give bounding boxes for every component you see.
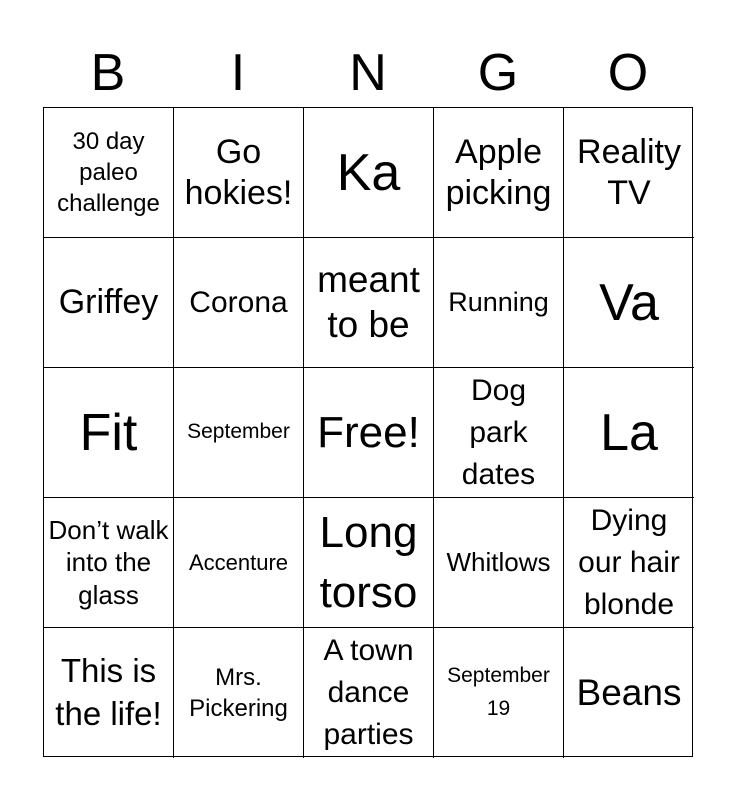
bingo-cell[interactable] bbox=[304, 498, 434, 628]
header-letter-b: B bbox=[90, 44, 126, 102]
cell-text: 30 day paleo challenge bbox=[57, 127, 160, 218]
header-letter-n: N bbox=[349, 44, 387, 102]
bingo-cell[interactable] bbox=[174, 238, 304, 368]
bingo-cell[interactable] bbox=[174, 368, 304, 498]
cell-text: Free! bbox=[317, 407, 420, 457]
header-letter-g: G bbox=[477, 44, 519, 102]
bingo-board bbox=[43, 107, 693, 757]
cell-text: Dying our hair blonde bbox=[578, 503, 680, 621]
bingo-cell[interactable] bbox=[434, 498, 564, 628]
cell-text: Accenture bbox=[188, 549, 289, 575]
cell-text: Ka bbox=[336, 143, 401, 202]
cell-text: Mrs. Pickering bbox=[189, 663, 288, 722]
cell-text: Apple picking bbox=[445, 132, 552, 212]
bingo-cell[interactable] bbox=[434, 108, 564, 238]
bingo-cell[interactable] bbox=[564, 368, 694, 498]
bingo-cell[interactable] bbox=[434, 628, 564, 758]
cell-text: Fit bbox=[79, 403, 138, 462]
cell-text: This is the life! bbox=[55, 652, 162, 732]
bingo-cell[interactable] bbox=[174, 108, 304, 238]
cell-text: Griffey bbox=[58, 283, 159, 322]
cell-text: A town dance parties bbox=[323, 634, 414, 751]
bingo-cell[interactable] bbox=[304, 628, 434, 758]
bingo-cell[interactable] bbox=[174, 628, 304, 758]
bingo-cell[interactable] bbox=[304, 238, 434, 368]
cell-text: Go hokies! bbox=[184, 132, 293, 212]
header-letter-o: O bbox=[607, 44, 649, 102]
bingo-cell[interactable] bbox=[564, 108, 694, 238]
bingo-cell[interactable] bbox=[44, 628, 174, 758]
cell-text: La bbox=[600, 403, 658, 462]
bingo-cell[interactable] bbox=[44, 498, 174, 628]
header-letter-i: I bbox=[230, 44, 246, 102]
bingo-cell[interactable] bbox=[174, 498, 304, 628]
cell-text: September 19 bbox=[447, 664, 550, 720]
free-space[interactable] bbox=[304, 368, 434, 498]
bingo-cell[interactable] bbox=[434, 238, 564, 368]
cell-text: Running bbox=[448, 287, 549, 317]
bingo-header bbox=[43, 40, 693, 106]
cell-text: Va bbox=[599, 273, 659, 332]
cell-text: meant to be bbox=[317, 259, 420, 345]
cell-text: Reality TV bbox=[577, 132, 681, 212]
cell-text: September bbox=[187, 420, 290, 444]
cell-text: Don’t walk into the glass bbox=[48, 514, 169, 610]
bingo-cell[interactable] bbox=[304, 108, 434, 238]
bingo-cell[interactable] bbox=[564, 238, 694, 368]
bingo-cell[interactable] bbox=[44, 238, 174, 368]
cell-text: Beans bbox=[576, 671, 682, 713]
cell-text: Long torso bbox=[319, 508, 418, 617]
bingo-cell[interactable] bbox=[564, 498, 694, 628]
bingo-cell[interactable] bbox=[44, 368, 174, 498]
cell-text: Corona bbox=[189, 285, 288, 319]
cell-text: Whitlows bbox=[446, 547, 551, 578]
bingo-cell[interactable] bbox=[564, 628, 694, 758]
cell-text: Dog park dates bbox=[461, 373, 536, 491]
bingo-cell[interactable] bbox=[434, 368, 564, 498]
bingo-cell[interactable] bbox=[44, 108, 174, 238]
